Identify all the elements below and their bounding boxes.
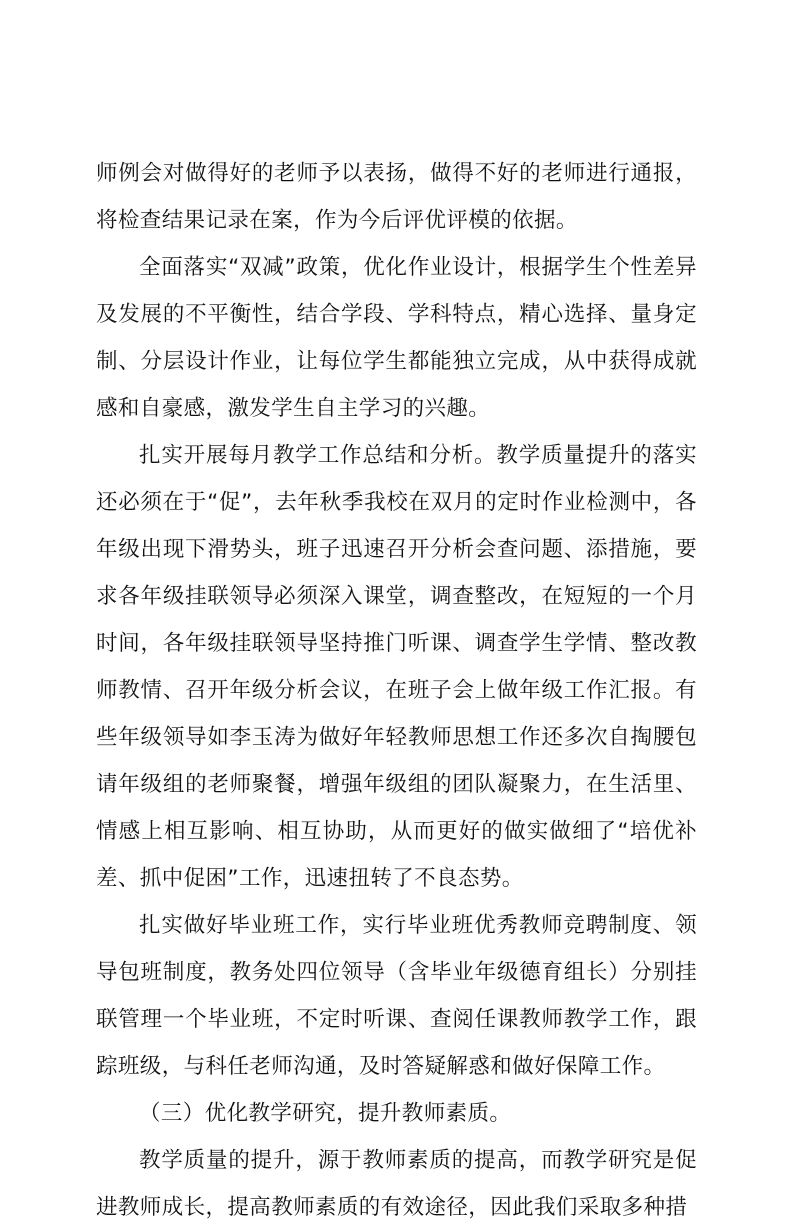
paragraph-monthly-summary: 扎实开展每月教学工作总结和分析。教学质量提升的落实还必须在于“促”，去年秋季我校在双月的定时作业检测中，各年级出现下滑势头，班子迅速召开分析会查问题、添措施，要求各年级挂联领导必须深入课堂，调查整改，在短短的一个月时间，各年级挂联领导坚持推门听课、调查学生学情、整改教师教情、召开年级分析会议，在班子会上做年级工作汇报。有些年级领导如李玉涛为做好年轻教师思想工作还多次自掏腰包请年级组的老师聚餐，增强年级组的团队凝聚力，在生活里、情感上相互影响、相互协助，从而更好的做实做细了“培优补差、抓中促困”工作，迅速扭转了不良态势。 <box>96 443 697 891</box>
paragraph-section-heading: （三）优化教学研究，提升教师素质。 <box>139 1101 512 1126</box>
paragraph-graduating-class: 扎实做好毕业班工作，实行毕业班优秀教师竞聘制度、领导包班制度，教务处四位领导（含毕业年级德育组长）分别挂联管理一个毕业班，不定时听课、查阅任课教师教学工作，跟踪班级，与科任老师沟通，及时答疑解惑和做好保障工作。 <box>96 913 697 1079</box>
paragraph-teaching-research: 教学质量的提升，源于教师素质的提高，而教学研究是促进教师成长，提高教师素质的有效途径，因此我们采取多种措 <box>96 1148 697 1220</box>
paragraph-continuation: 师例会对做得好的老师予以表扬，做得不好的老师进行通报，将检查结果记录在案，作为今后评优评模的依据。 <box>96 161 697 233</box>
paragraph-double-reduction: 全面落实“双减”政策，优化作业设计，根据学生个性差异及发展的不平衡性，结合学段、学科特点，精心选择、量身定制、分层设计作业，让每位学生都能独立完成，从中获得成就感和自豪感，激发学生自主学习的兴趣。 <box>96 255 697 421</box>
document-body <box>96 150 697 1231</box>
